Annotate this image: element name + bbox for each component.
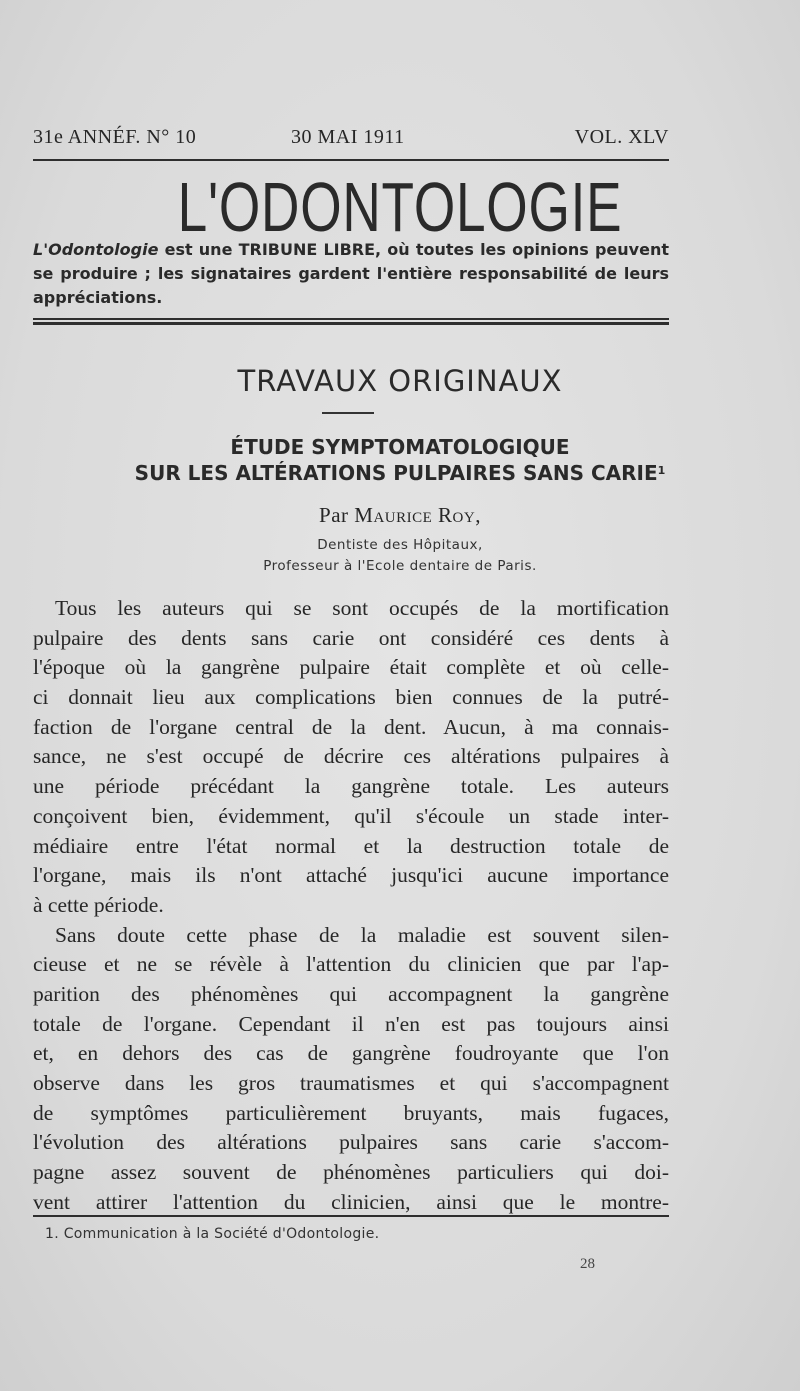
editorial-notice-journal-name: L'Odontologie: [33, 240, 159, 259]
editorial-notice-text: est une TRIBUNE LIBRE, où toutes les opinions peuvent se produire ; les signataires gardent l'entière responsabilité de leurs appréciations.: [33, 240, 669, 307]
author-affiliation-2: Professeur à l'Ecole dentaire de Paris.: [263, 558, 537, 574]
body-line: l'organe, mais ils n'ont attaché jusqu'ici aucune importance: [33, 863, 669, 888]
page-number: 28: [580, 1256, 595, 1272]
editorial-notice: [33, 238, 669, 310]
section-divider: [322, 412, 374, 414]
double-rule-top: [33, 318, 669, 320]
body-line: ci donnait lieu aux complications bien connues de la putré-: [33, 685, 669, 710]
article-title-line-2: SUR LES ALTÉRATIONS PULPAIRES SANS CARIE$^1$: [134, 461, 666, 485]
article-title-line-1: ÉTUDE SYMPTOMATOLOGIQUE: [230, 435, 570, 459]
body-line: Tous les auteurs qui se sont occupés de la mortification: [55, 596, 669, 620]
article-body: [33, 594, 669, 1217]
body-line: observe dans les gros traumatismes et qui s'accompagnent: [33, 1071, 669, 1095]
body-line: pulpaire des dents sans carie ont considéré ces dents à: [33, 625, 669, 650]
byline-prefix: Par: [319, 503, 349, 527]
issue-date: 30 MAI 1911: [291, 126, 405, 148]
body-line: vent attirer l'attention du clinicien, ainsi que le montre-: [33, 1189, 669, 1214]
body-line: à cette période.: [33, 892, 164, 917]
author-affiliation-1: Dentiste des Hôpitaux,: [317, 537, 483, 553]
footnote-rule: [33, 1215, 669, 1217]
footnote: 1. Communication à la Société d'Odontologie.: [45, 1226, 380, 1242]
volume-number: VOL. XLV: [574, 126, 669, 148]
body-line: l'évolution des altérations pulpaires sans carie s'accom-: [33, 1130, 669, 1155]
body-line: une période précédant la gangrène totale. Les auteurs: [33, 774, 669, 799]
body-line: médiaire entre l'état normal et la destruction totale de: [33, 833, 669, 858]
article-title: [0, 434, 800, 486]
body-line: Sans doute cette phase de la maladie est souvent silen-: [55, 922, 669, 947]
body-line: sance, ne s'est occupé de décrire ces altérations pulpaires à: [33, 744, 669, 769]
body-line: de symptômes particulièrement bruyants, mais fugaces,: [33, 1100, 669, 1125]
body-line: totale de l'organe. Cependant il n'en est pas toujours ainsi: [33, 1011, 669, 1036]
body-line: pagne assez souvent de phénomènes particuliers qui doi-: [33, 1160, 669, 1185]
body-line: conçoivent bien, évidemment, qu'il s'écoule un stade inter-: [33, 803, 669, 828]
running-header: [33, 126, 669, 156]
body-line: l'époque où la gangrène pulpaire était complète et où celle-: [33, 655, 669, 680]
double-rule-bottom: [33, 322, 669, 325]
body-line: parition des phénomènes qui accompagnent la gangrène: [33, 981, 669, 1006]
author-name: Maurice Roy,: [354, 503, 481, 527]
header-rule: [33, 159, 669, 161]
body-line: et, en dehors des cas de gangrène foudroyante que l'on: [33, 1041, 669, 1066]
byline: [0, 503, 800, 528]
section-title: TRAVAUX ORIGINAUX: [237, 364, 563, 398]
body-line: faction de l'organe central de la dent. Aucun, à ma connais-: [33, 714, 669, 739]
journal-title: L'ODONTOLOGIE: [177, 168, 623, 246]
footnote-mark: 1: [657, 464, 666, 477]
issue-number: 31e ANNÉF. N° 10: [33, 126, 197, 148]
body-line: cieuse et ne se révèle à l'attention du clinicien que par l'ap-: [33, 952, 669, 977]
